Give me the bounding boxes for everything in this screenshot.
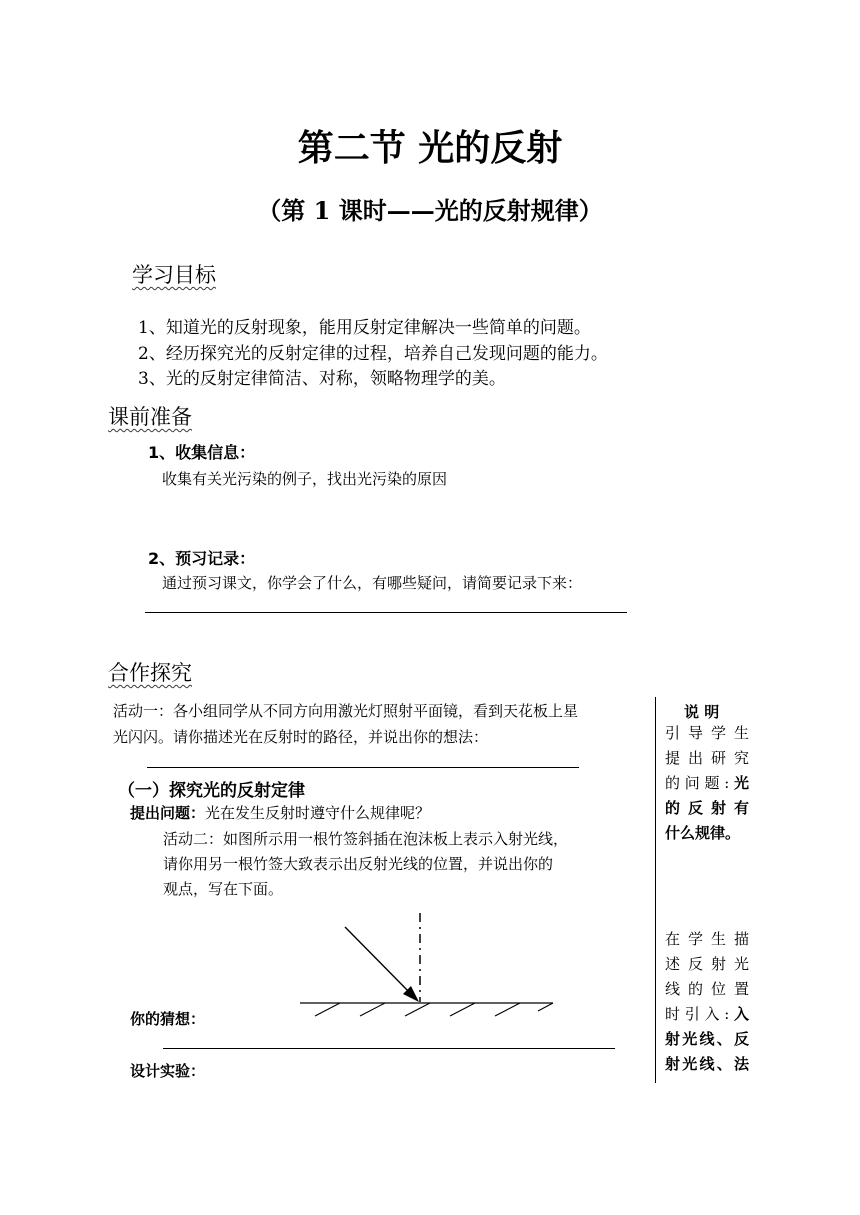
- collect-info-title: 1、收集信息：: [148, 443, 256, 462]
- activity1-line2: 光闪闪。请你描述光在反射时的路径，并说出你的想法：: [113, 728, 489, 746]
- note2-line2: 述反射光: [665, 955, 749, 973]
- note2-line1: 在学生描: [665, 930, 749, 948]
- preview-record-title: 2、预习记录：: [148, 549, 256, 568]
- activity2-line1: 活动二：如图所示用一根竹签斜插在泡沫板上表示入射光线，: [163, 830, 569, 848]
- activity1-answer-line: [147, 767, 579, 768]
- preview-record-text: 通过预习课文，你学会了什么，有哪些疑问，请简要记录下来：: [162, 574, 583, 592]
- preparation-heading: 课前准备: [108, 405, 192, 429]
- mirror-surface: [300, 1003, 553, 1016]
- note2-line6: 射光线、法: [665, 1055, 749, 1073]
- note-2: [665, 927, 749, 1077]
- collect-info-text: 收集有关光污染的例子，找出光污染的原因: [162, 470, 448, 488]
- note1-line4: 的反射有: [665, 799, 749, 817]
- note1-line3: 的问题:光: [665, 774, 749, 792]
- page-subtitle: （第 1 课时——光的反射规律）: [257, 196, 603, 225]
- activity2-line2: 请你用另一根竹签大致表示出反射光线的位置，并说出你的: [163, 855, 554, 873]
- note-1: [665, 721, 749, 846]
- objective-item-3: 3、光的反射定律简洁、对称，领略物理学的美。: [138, 369, 506, 389]
- guess-label: 你的猜想：: [130, 1010, 206, 1028]
- question-label: 提出问题：: [130, 804, 206, 822]
- note1-line1: 引导学生: [665, 724, 749, 742]
- objectives-heading: 学习目标: [132, 263, 216, 287]
- guess-answer-line: [163, 1048, 615, 1049]
- note1-line5: 什么规律。: [665, 824, 741, 842]
- objective-item-1: 1、知道光的反射现象，能用反射定律解决一些简单的问题。: [138, 318, 591, 338]
- note2-line5: 射光线、反: [665, 1030, 749, 1048]
- reflection-diagram: [295, 905, 560, 1025]
- question-row: [130, 802, 430, 823]
- column-divider: [655, 697, 656, 1083]
- activity1-line1: 活动一：各小组同学从不同方向用激光灯照射平面镜，看到天花板上星: [113, 702, 579, 720]
- activity2-line3: 观点，写在下面。: [163, 880, 284, 898]
- design-label: 设计实验：: [130, 1062, 206, 1080]
- note1-line2: 提出研究: [665, 749, 749, 767]
- question-text: 光在发生反射时遵守什么规律呢？: [205, 804, 431, 822]
- preview-answer-line: [145, 612, 627, 613]
- page-title: 第二节 光的反射: [297, 127, 563, 169]
- incident-ray: [345, 927, 413, 996]
- note2-line4: 时引入:入: [665, 1005, 749, 1023]
- notes-heading: 说 明: [684, 703, 720, 721]
- section-title: （一）探究光的反射定律: [118, 781, 305, 801]
- objective-item-2: 2、经历探究光的反射定律的过程，培养自己发现问题的能力。: [138, 344, 608, 364]
- cooperation-heading: 合作探究: [108, 661, 192, 685]
- note2-line3: 线的位置: [665, 980, 749, 998]
